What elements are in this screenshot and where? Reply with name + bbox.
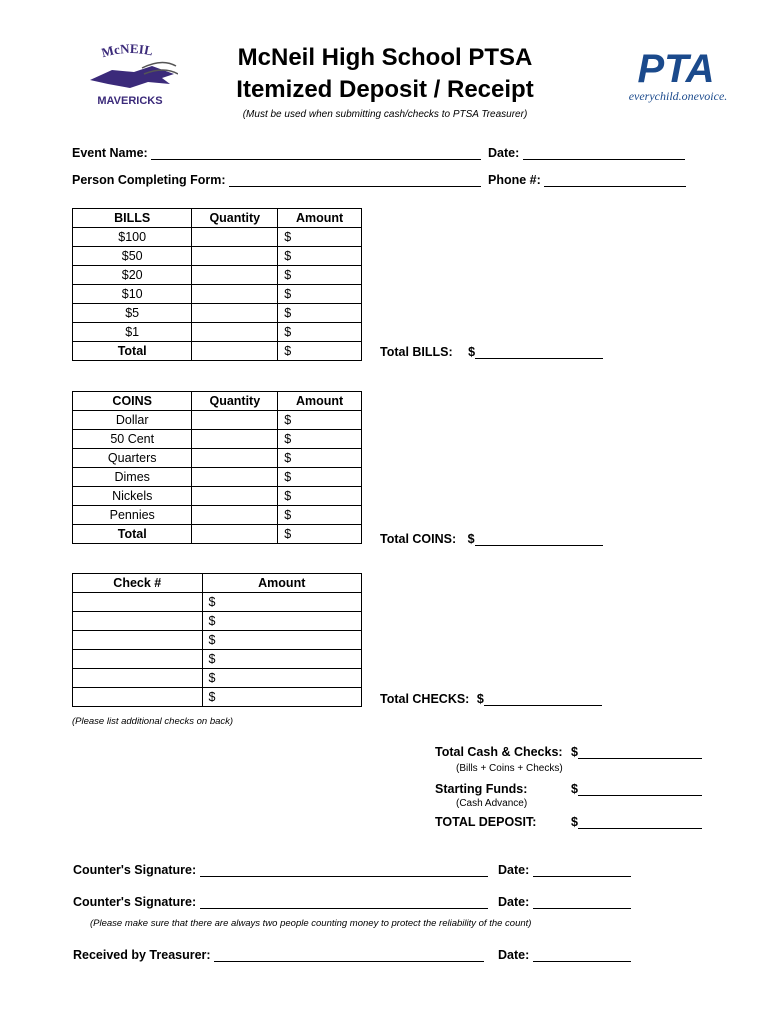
treasurer-date[interactable]: Date: [498,948,631,962]
total-cash-checks-line[interactable]: $ [571,745,702,759]
table-row: $ [73,593,362,612]
starting-funds-note: (Cash Advance) [456,798,528,809]
event-name-field[interactable]: Event Name: [72,146,481,160]
checks-table [72,573,362,707]
counter-date-2[interactable]: Date: [498,895,631,909]
table-row: Total $ [73,525,362,544]
total-deposit-line[interactable]: $ [571,815,702,829]
table-row: Dimes $ [73,468,362,487]
table-row: Pennies $ [73,506,362,525]
bills-table [72,208,362,361]
counter-date-1[interactable]: Date: [498,863,631,877]
table-row: $20 $ [73,266,362,285]
table-row: $ [73,669,362,688]
event-name-line [151,148,481,160]
coins-header: COINS [73,392,192,411]
person-field[interactable]: Person Completing Form: [72,173,481,187]
total-checks-field[interactable]: Total CHECKS: $ [380,692,602,706]
coins-table [72,391,362,544]
checks-note: (Please list additional checks on back) [72,716,234,727]
table-row: $ [73,688,362,707]
total-coins-field[interactable]: Total COINS: $ [380,532,603,546]
counter-signature-1[interactable]: Counter's Signature: [73,863,488,877]
amount-header: Amount [202,574,361,593]
total-cash-checks-label: Total Cash & Checks: [435,745,563,759]
bills-header: BILLS [73,209,192,228]
svg-text:MAVERICKS: MAVERICKS [97,95,163,107]
phone-field[interactable]: Phone #: [488,173,686,187]
amount-header: Amount [278,392,362,411]
title-line-1: McNeil High School PTSA [237,44,533,71]
starting-funds-label: Starting Funds: [435,782,528,796]
table-row: $ [73,650,362,669]
table-row: 50 Cent $ [73,430,362,449]
table-row: $100 $ [73,228,362,247]
table-row: $50 $ [73,247,362,266]
phone-line [544,175,686,187]
table-row: Dollar $ [73,411,362,430]
total-bills-field[interactable]: Total BILLS: $ [380,345,603,359]
starting-funds-line[interactable]: $ [571,782,702,796]
table-row: Total $ [73,342,362,361]
svg-text:everychild.onevoice.: everychild.onevoice. [628,89,728,103]
table-row: $ [73,612,362,631]
table-row: $5 $ [73,304,362,323]
quantity-header: Quantity [192,392,278,411]
svg-text:McNEIL: McNEIL [99,44,155,61]
table-row: Quarters $ [73,449,362,468]
total-deposit-label: TOTAL DEPOSIT: [435,815,537,829]
person-line [229,175,481,187]
table-row: $10 $ [73,285,362,304]
date-field[interactable]: Date: [488,146,685,160]
amount-header: Amount [278,209,362,228]
date-line [523,148,685,160]
check-number-header: Check # [73,574,203,593]
table-row: Nickels $ [73,487,362,506]
title-line-2: Itemized Deposit / Receipt [236,76,534,103]
table-row: $1 $ [73,323,362,342]
table-row: $ [73,631,362,650]
pta-logo [614,44,742,104]
treasurer-signature[interactable]: Received by Treasurer: [73,948,484,962]
subtitle: (Must be used when submitting cash/checks to PTSA Treasurer) [242,109,528,120]
svg-text:PTA: PTA [637,47,715,91]
counter-signature-2[interactable]: Counter's Signature: [73,895,488,909]
cash-checks-note: (Bills + Coins + Checks) [456,763,563,774]
quantity-header: Quantity [192,209,278,228]
signature-note: (Please make sure that there are always two people counting money to protect the reliability of the count) [90,918,532,929]
